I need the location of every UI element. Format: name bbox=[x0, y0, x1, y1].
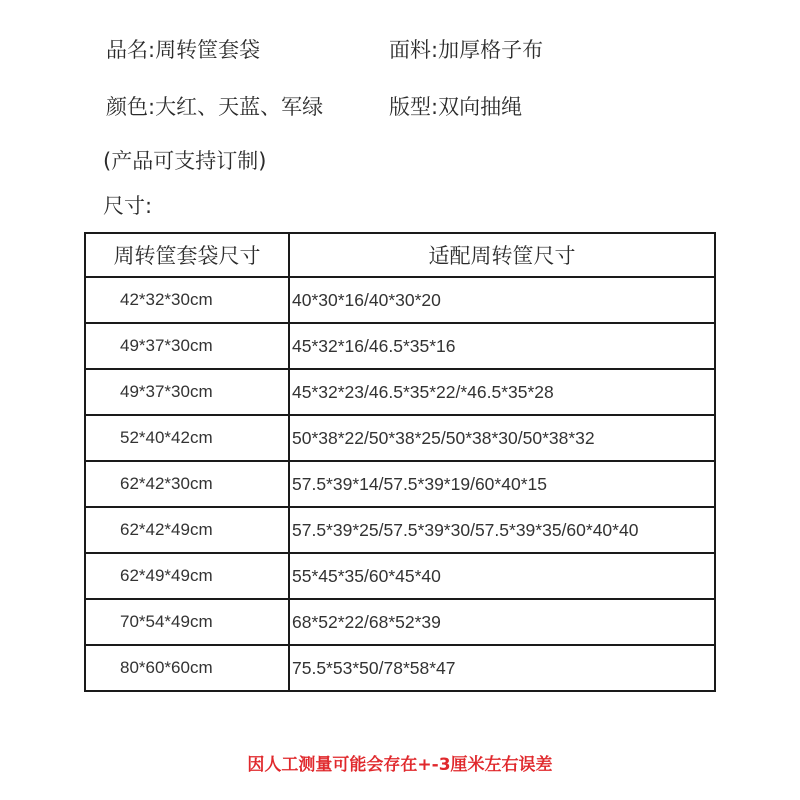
table-row bbox=[85, 323, 715, 369]
bag-size-cell: 70*54*49cm bbox=[85, 599, 289, 645]
bag-size-cell: 49*37*30cm bbox=[85, 369, 289, 415]
header-basket-size: 适配周转筐尺寸 bbox=[289, 233, 715, 277]
basket-size-cell: 50*38*22/50*38*25/50*38*30/50*38*32 bbox=[289, 415, 715, 461]
basket-size-cell: 40*30*16/40*30*20 bbox=[289, 277, 715, 323]
bag-size-cell: 42*32*30cm bbox=[85, 277, 289, 323]
basket-size-cell: 45*32*23/46.5*35*22/*46.5*35*28 bbox=[289, 369, 715, 415]
table-row bbox=[85, 553, 715, 599]
measurement-disclaimer: 因人工测量可能会存在+-3厘米左右误差 bbox=[247, 755, 553, 775]
basket-size-cell: 68*52*22/68*52*39 bbox=[289, 599, 715, 645]
table-row bbox=[85, 645, 715, 691]
product-name: 品名:周转筐套袋 bbox=[106, 38, 261, 62]
header-bag-size: 周转筐套袋尺寸 bbox=[85, 233, 289, 277]
table-row bbox=[85, 277, 715, 323]
basket-size-cell: 45*32*16/46.5*35*16 bbox=[289, 323, 715, 369]
bag-size-cell: 62*42*30cm bbox=[85, 461, 289, 507]
bag-size-cell: 62*49*49cm bbox=[85, 553, 289, 599]
basket-size-cell: 57.5*39*14/57.5*39*19/60*40*15 bbox=[289, 461, 715, 507]
bag-size-cell: 80*60*60cm bbox=[85, 645, 289, 691]
table-row bbox=[85, 461, 715, 507]
style-type-info: 版型:双向抽绳 bbox=[389, 95, 523, 119]
colors-info: 颜色:大红、天蓝、军绿 bbox=[106, 95, 324, 119]
bag-size-cell: 49*37*30cm bbox=[85, 323, 289, 369]
basket-size-cell: 57.5*39*25/57.5*39*30/57.5*39*35/60*40*40 bbox=[289, 507, 715, 553]
fabric-info: 面料:加厚格子布 bbox=[389, 38, 544, 62]
basket-size-cell: 75.5*53*50/78*58*47 bbox=[289, 645, 715, 691]
table-header-row bbox=[85, 233, 715, 277]
basket-size-cell: 55*45*35/60*45*40 bbox=[289, 553, 715, 599]
bag-size-cell: 52*40*42cm bbox=[85, 415, 289, 461]
table-row bbox=[85, 507, 715, 553]
size-table bbox=[84, 232, 716, 692]
size-label: 尺寸: bbox=[103, 194, 153, 218]
custom-order-note: (产品可支持订制) bbox=[103, 149, 267, 173]
bag-size-cell: 62*42*49cm bbox=[85, 507, 289, 553]
table-row bbox=[85, 599, 715, 645]
table-row bbox=[85, 369, 715, 415]
table-row bbox=[85, 415, 715, 461]
